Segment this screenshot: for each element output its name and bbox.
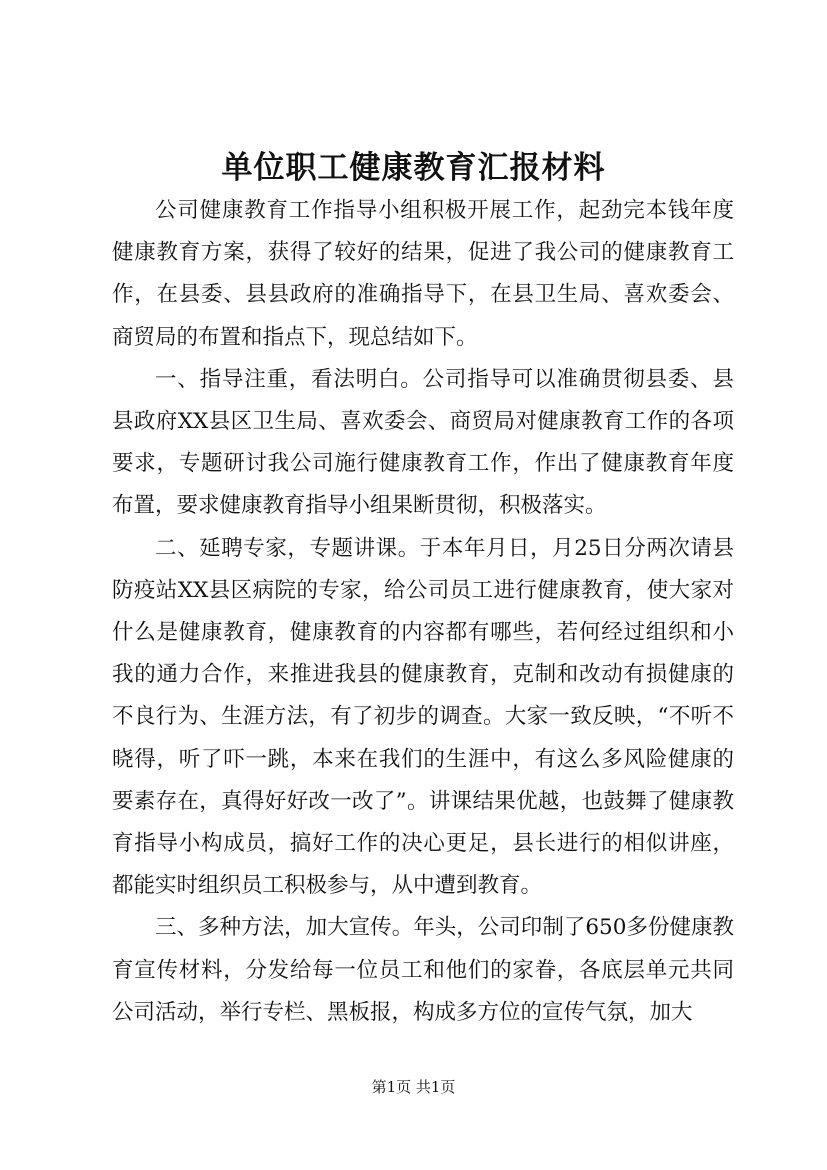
paragraph-section-2: 二、延聘专家，专题讲课。于本年月日，月25日分两次请县防疫站XX县区病院的专家，给公司员工进行健康教育，使大家对什么是健康教育，健康教育的内容都有哪些，若何经过组织和小我的通力合作，来推进我县的健康教育，克制和改动有损健康的不良行为、生涯方法，有了初步的调查。大家一致反映，“不听不晓得，听了吓一跳，本来在我们的生涯中，有这么多风险健康的要素存在，真得好好改一改了”。讲课结果优越，也鼓舞了健康教育指导小构成员，搞好工作的决心更足，县长进行的相似讲座，都能实时组织员工积极参与，从中遭到教育。 <box>112 535 734 899</box>
paragraph-section-3: 三、多种方法，加大宣传。年头，公司印制了650多份健康教育宣传材料，分发给每一位员工和他们的家眷，各底层单元共同公司活动，举行专栏、黑板报，构成多方位的宣传气氛，加大 <box>112 915 734 1025</box>
document-title: 单位职工健康教育汇报材料 <box>221 150 606 186</box>
document-body <box>112 190 734 1034</box>
page-number-footer: 第1页 共1页 <box>371 1078 456 1096</box>
paragraph-intro: 公司健康教育工作指导小组积极开展工作，起劲完本钱年度健康教育方案，获得了较好的结果，促进了我公司的健康教育工作，在县委、县县政府的准确指导下，在县卫生局、喜欢委会、商贸局的布置和指点下，现总结如下。 <box>112 198 734 350</box>
paragraph-section-1: 一、指导注重，看法明白。公司指导可以准确贯彻县委、县县政府XX县区卫生局、喜欢委会、商贸局对健康教育工作的各项要求，专题研讨我公司施行健康教育工作，作出了健康教育年度布置，要求健康教育指导小组果断贯彻，积极落实。 <box>112 366 734 519</box>
